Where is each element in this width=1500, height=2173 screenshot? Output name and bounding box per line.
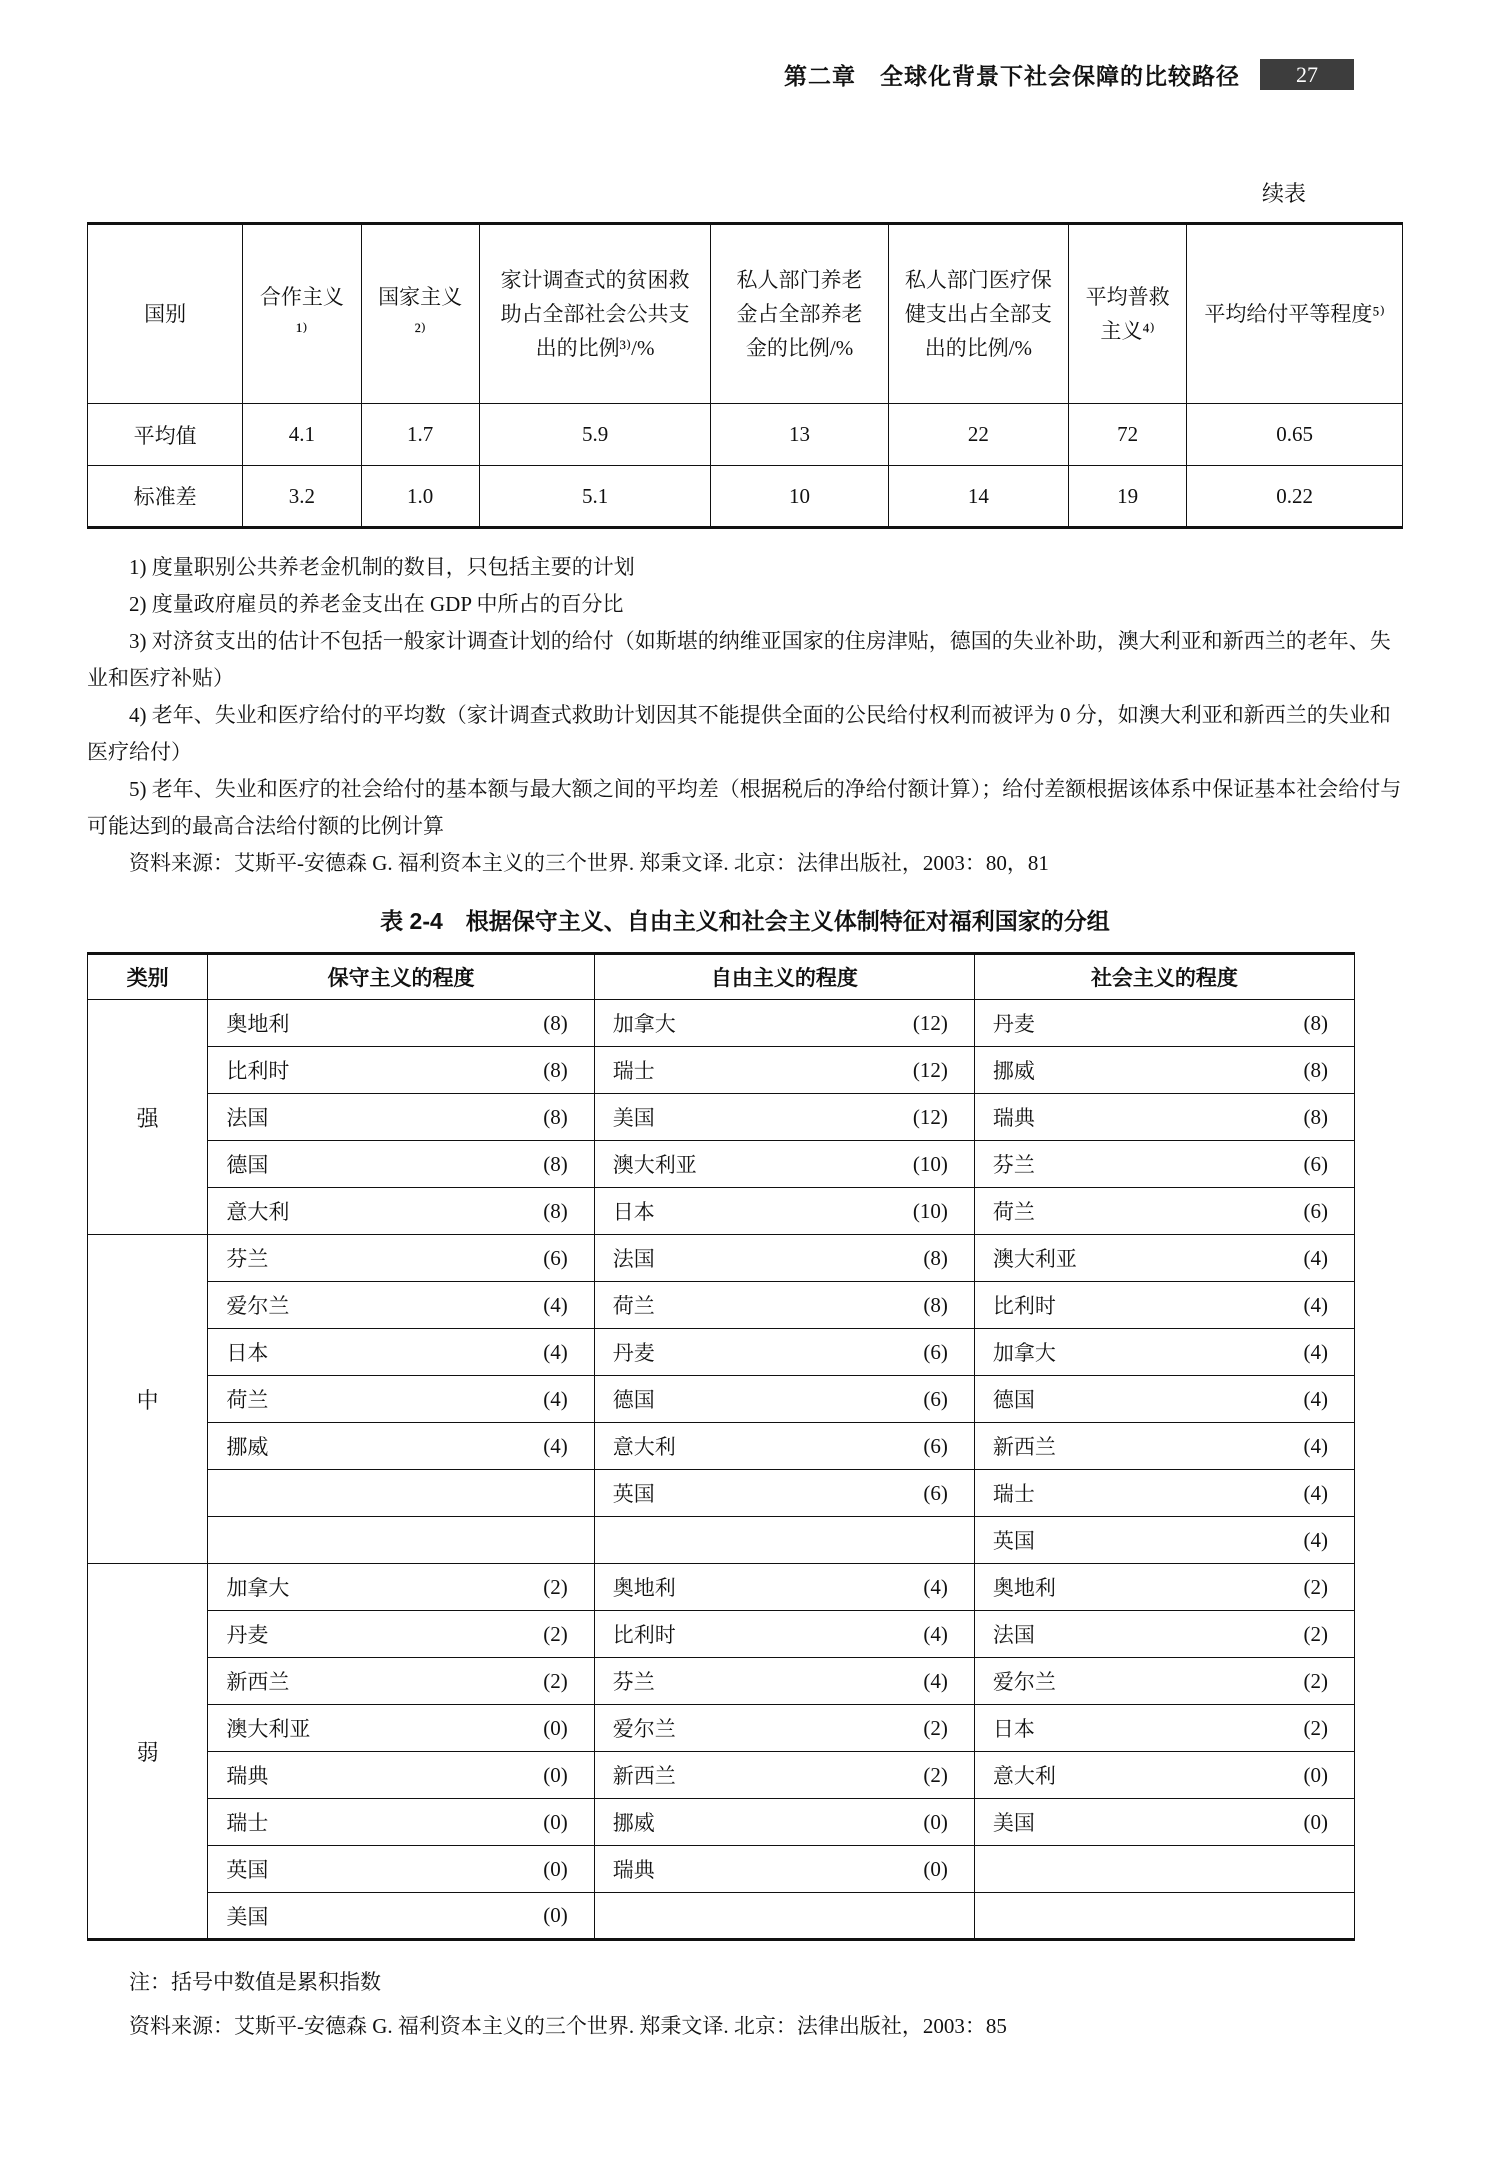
country-cell: [974, 1188, 1354, 1235]
stats-header-row: [88, 224, 1403, 404]
country-name: 比利时: [226, 1059, 290, 1083]
country-name: 意大利: [226, 1200, 290, 1224]
table-row: [88, 1282, 1355, 1329]
country-score: (2): [923, 1715, 948, 1740]
country-score: (4): [923, 1574, 948, 1599]
table-row: [88, 1752, 1355, 1799]
header-cell-etatism: 国家主义²⁾: [361, 224, 479, 404]
table-row: [88, 1000, 1355, 1047]
table-row: [88, 1705, 1355, 1752]
country-name: 瑞典: [612, 1858, 655, 1882]
country-score: (4): [1303, 1339, 1328, 1364]
country-name: 芬兰: [992, 1153, 1035, 1177]
country-name: 意大利: [612, 1435, 676, 1459]
country-cell: [594, 1141, 974, 1188]
country-score: (8): [1303, 1057, 1328, 1082]
category-cell-weak: 弱: [88, 1564, 208, 1940]
country-cell: [208, 1893, 594, 1940]
value-cell: 10: [711, 466, 889, 528]
footnote-4: 4) 老年、失业和医疗给付的平均数（家计调查式救助计划因其不能提供全面的公民给付权利而被评为 0 分，如澳大利亚和新西兰的失业和医疗给付）: [87, 703, 1391, 764]
value-cell: 14: [888, 466, 1068, 528]
footnote-5: 5) 老年、失业和医疗的社会给付的基本额与最大额之间的平均差（根据税后的净给付额计算）；给付差额根据该体系中保证基本社会给付与可能达到的最高合法给付额的比例计算: [87, 777, 1402, 838]
country-score: (4): [923, 1621, 948, 1646]
country-name: 瑞典: [226, 1764, 269, 1788]
header-cell-private-health: 私人部门医疗保健支出占全部支出的比例/%: [888, 224, 1068, 404]
country-score: (4): [923, 1668, 948, 1693]
country-score: (0): [543, 1903, 568, 1927]
country-cell: [208, 1611, 594, 1658]
country-cell: [594, 1047, 974, 1094]
country-name: 澳大利亚: [612, 1153, 697, 1177]
table1-source: 资料来源：艾斯平-安德森 G. 福利资本主义的三个世界. 郑秉文译. 北京：法律出版社，2003：80，81: [129, 851, 1049, 875]
value-cell: 5.9: [479, 404, 710, 466]
country-score: (12): [912, 1104, 948, 1129]
country-cell: [208, 1752, 594, 1799]
value-cell: 4.1: [243, 404, 361, 466]
country-name: 加拿大: [226, 1576, 290, 1600]
country-cell: [208, 1047, 594, 1094]
country-name: 奥地利: [992, 1576, 1056, 1600]
country-score: (8): [1303, 1010, 1328, 1035]
country-cell: [974, 1470, 1354, 1517]
country-cell: [208, 1000, 594, 1047]
country-cell: [974, 1423, 1354, 1470]
table-row: [88, 1658, 1355, 1705]
country-score: (4): [543, 1292, 568, 1317]
country-cell: [208, 1470, 594, 1517]
country-cell: [974, 1564, 1354, 1611]
country-score: (0): [923, 1809, 948, 1834]
country-name: 丹麦: [992, 1012, 1035, 1036]
country-cell: [208, 1282, 594, 1329]
country-name: 挪威: [226, 1435, 269, 1459]
country-name: 澳大利亚: [992, 1247, 1077, 1271]
country-name: 美国: [992, 1811, 1035, 1835]
table-row: [88, 1188, 1355, 1235]
country-name: 英国: [992, 1529, 1035, 1553]
country-name: 荷兰: [226, 1388, 269, 1412]
country-name: 瑞士: [226, 1811, 269, 1835]
country-name: 美国: [226, 1904, 269, 1929]
table-row: [88, 1376, 1355, 1423]
country-cell: [594, 1000, 974, 1047]
country-cell: [974, 1282, 1354, 1329]
category-cell-strong: 强: [88, 1000, 208, 1235]
country-name: 奥地利: [226, 1012, 290, 1036]
country-score: (4): [1303, 1292, 1328, 1317]
country-name: 日本: [992, 1717, 1035, 1741]
continued-stats-table: [87, 222, 1403, 529]
header-cell-universalism: 平均普救主义⁴⁾: [1068, 224, 1186, 404]
country-cell: [208, 1705, 594, 1752]
country-cell: [208, 1658, 594, 1705]
country-score: (8): [543, 1057, 568, 1082]
country-name: 德国: [612, 1388, 655, 1412]
country-name: 芬兰: [612, 1670, 655, 1694]
country-score: (2): [1303, 1715, 1328, 1740]
country-name: 英国: [612, 1482, 655, 1506]
continued-table-label: 续表: [1261, 181, 1306, 206]
country-cell: [594, 1376, 974, 1423]
footnote-3: 3) 对济贫支出的估计不包括一般家计调查计划的给付（如斯堪的纳维亚国家的住房津贴，德国的失业补助，澳大利亚和新西兰的老年、失业和医疗补贴）: [87, 629, 1391, 690]
country-name: 瑞士: [992, 1482, 1035, 1506]
country-name: 美国: [612, 1106, 655, 1130]
country-name: 瑞典: [992, 1106, 1035, 1130]
header-cell-liberalism: 自由主义的程度: [594, 954, 974, 1000]
country-cell: [974, 1705, 1354, 1752]
country-name: 比利时: [992, 1294, 1056, 1318]
value-cell: 1.7: [361, 404, 479, 466]
country-cell: [594, 1235, 974, 1282]
page-number-badge: 27: [1260, 59, 1354, 90]
country-cell: [208, 1094, 594, 1141]
table-row: [88, 1564, 1355, 1611]
country-cell: [594, 1893, 974, 1940]
country-name: 奥地利: [612, 1576, 676, 1600]
country-cell: [208, 1423, 594, 1470]
country-cell: [208, 1188, 594, 1235]
country-name: 日本: [612, 1200, 655, 1224]
value-cell: 72: [1068, 404, 1186, 466]
grouping-header-row: [88, 954, 1355, 1000]
country-name: 法国: [226, 1106, 269, 1130]
table2-source: 资料来源：艾斯平-安德森 G. 福利资本主义的三个世界. 郑秉文译. 北京：法律出版社，2003：85: [129, 2014, 1007, 2038]
stats-row-mean: [88, 404, 1403, 466]
country-name: 法国: [992, 1623, 1035, 1647]
country-name: 新西兰: [226, 1670, 290, 1694]
country-cell: [594, 1329, 974, 1376]
header-cell-corporatism: 合作主义¹⁾: [243, 224, 361, 404]
country-score: (0): [543, 1809, 568, 1834]
country-cell: [974, 1846, 1354, 1893]
country-score: (6): [923, 1339, 948, 1364]
header-cell-category: 类别: [88, 954, 208, 1000]
country-cell: [594, 1752, 974, 1799]
table-row: [88, 1799, 1355, 1846]
header-cell-conservatism: 保守主义的程度: [208, 954, 594, 1000]
value-cell: 0.22: [1187, 466, 1403, 528]
country-name: 爱尔兰: [992, 1670, 1056, 1694]
row-label: 标准差: [88, 466, 243, 528]
country-name: 挪威: [992, 1059, 1035, 1083]
country-score: (6): [923, 1433, 948, 1458]
page-header: [87, 58, 1354, 91]
country-score: (2): [1303, 1668, 1328, 1693]
country-score: (4): [543, 1339, 568, 1364]
country-score: (8): [923, 1245, 948, 1270]
country-cell: [974, 1094, 1354, 1141]
country-score: (6): [543, 1245, 568, 1270]
country-score: (4): [1303, 1433, 1328, 1458]
country-cell: [594, 1094, 974, 1141]
country-score: (8): [923, 1292, 948, 1317]
country-cell: [974, 1047, 1354, 1094]
country-cell: [594, 1846, 974, 1893]
country-name: 法国: [612, 1247, 655, 1271]
header-cell-socialism: 社会主义的程度: [974, 954, 1354, 1000]
country-score: (2): [543, 1621, 568, 1646]
country-score: (8): [1303, 1104, 1328, 1129]
country-name: 德国: [992, 1388, 1035, 1412]
country-score: (2): [1303, 1621, 1328, 1646]
country-cell: [974, 1658, 1354, 1705]
country-name: 澳大利亚: [226, 1717, 311, 1741]
country-name: 荷兰: [612, 1294, 655, 1318]
country-name: 加拿大: [612, 1012, 676, 1036]
country-score: (6): [923, 1480, 948, 1505]
table-row: [88, 1235, 1355, 1282]
country-score: (0): [1303, 1762, 1328, 1787]
country-cell: [208, 1564, 594, 1611]
value-cell: 13: [711, 404, 889, 466]
country-cell: [974, 1799, 1354, 1846]
header-cell-benefit-equality: 平均给付平等程度⁵⁾: [1187, 224, 1403, 404]
header-cell-means-tested: 家计调查式的贫困救助占全部社会公共支出的比例³⁾/%: [479, 224, 710, 404]
country-name: 比利时: [612, 1623, 676, 1647]
country-cell: [594, 1799, 974, 1846]
country-score: (2): [1303, 1574, 1328, 1599]
header-cell-country: 国别: [88, 224, 243, 404]
footnotes-block: [87, 549, 1403, 882]
table-row: [88, 1094, 1355, 1141]
country-name: 新西兰: [992, 1435, 1056, 1459]
country-score: (4): [543, 1433, 568, 1458]
country-cell: [208, 1141, 594, 1188]
country-score: (0): [1303, 1809, 1328, 1834]
country-name: 德国: [226, 1153, 269, 1177]
country-score: (12): [912, 1057, 948, 1082]
country-score: (0): [543, 1856, 568, 1881]
country-cell: [594, 1658, 974, 1705]
country-score: (8): [543, 1198, 568, 1223]
table-note: 注：括号中数值是累积指数: [129, 1970, 381, 1994]
country-score: (4): [1303, 1527, 1328, 1552]
country-cell: [974, 1000, 1354, 1047]
country-score: (0): [923, 1856, 948, 1881]
country-score: (2): [543, 1574, 568, 1599]
country-score: (8): [543, 1104, 568, 1129]
table-row: [88, 1893, 1355, 1940]
country-cell: [974, 1752, 1354, 1799]
country-name: 芬兰: [226, 1247, 269, 1271]
table-row: [88, 1141, 1355, 1188]
country-name: 瑞士: [612, 1059, 655, 1083]
country-score: (4): [543, 1386, 568, 1411]
country-cell: [974, 1611, 1354, 1658]
country-cell: [594, 1564, 974, 1611]
country-cell: [974, 1893, 1354, 1940]
country-cell: [974, 1141, 1354, 1188]
value-cell: 22: [888, 404, 1068, 466]
country-name: 爱尔兰: [612, 1717, 676, 1741]
country-cell: [594, 1470, 974, 1517]
country-score: (10): [912, 1198, 948, 1223]
table-row: [88, 1517, 1355, 1564]
country-score: (12): [912, 1010, 948, 1035]
table-row: [88, 1047, 1355, 1094]
country-name: 意大利: [992, 1764, 1056, 1788]
country-cell: [208, 1329, 594, 1376]
country-score: (4): [1303, 1245, 1328, 1270]
value-cell: 1.0: [361, 466, 479, 528]
country-score: (4): [1303, 1386, 1328, 1411]
header-cell-private-pension: 私人部门养老金占全部养老金的比例/%: [711, 224, 889, 404]
country-score: (6): [1303, 1151, 1328, 1176]
chapter-title: 第二章 全球化背景下社会保障的比较路径: [784, 63, 1240, 89]
country-name: 日本: [226, 1341, 269, 1365]
welfare-grouping-table: [87, 952, 1355, 1941]
country-name: 加拿大: [992, 1341, 1056, 1365]
country-cell: [208, 1799, 594, 1846]
country-cell: [974, 1329, 1354, 1376]
country-cell: [974, 1517, 1354, 1564]
table-row: [88, 1329, 1355, 1376]
value-cell: 19: [1068, 466, 1186, 528]
table-row: [88, 1846, 1355, 1893]
country-name: 新西兰: [612, 1764, 676, 1788]
country-score: (4): [1303, 1480, 1328, 1505]
country-cell: [208, 1235, 594, 1282]
table-row: [88, 1470, 1355, 1517]
value-cell: 0.65: [1187, 404, 1403, 466]
country-name: 爱尔兰: [226, 1294, 290, 1318]
footnote-1: 1) 度量职别公共养老金机制的数目，只包括主要的计划: [129, 555, 635, 579]
country-name: 丹麦: [612, 1341, 655, 1365]
row-label: 平均值: [88, 404, 243, 466]
country-name: 挪威: [612, 1811, 655, 1835]
country-score: (10): [912, 1151, 948, 1176]
country-cell: [594, 1517, 974, 1564]
country-score: (0): [543, 1762, 568, 1787]
country-cell: [594, 1705, 974, 1752]
table-row: [88, 1611, 1355, 1658]
country-score: (2): [923, 1762, 948, 1787]
country-cell: [208, 1846, 594, 1893]
country-score: (8): [543, 1010, 568, 1035]
table-2-4-title: 表 2-4 根据保守主义、自由主义和社会主义体制特征对福利国家的分组: [380, 908, 1110, 934]
value-cell: 3.2: [243, 466, 361, 528]
stats-row-stddev: [88, 466, 1403, 528]
country-score: (0): [543, 1715, 568, 1740]
category-cell-medium: 中: [88, 1235, 208, 1564]
country-score: (6): [923, 1386, 948, 1411]
country-cell: [594, 1611, 974, 1658]
country-cell: [974, 1235, 1354, 1282]
footnote-2: 2) 度量政府雇员的养老金支出在 GDP 中所占的百分比: [129, 592, 624, 616]
table-row: [88, 1423, 1355, 1470]
value-cell: 5.1: [479, 466, 710, 528]
country-cell: [594, 1282, 974, 1329]
country-cell: [974, 1376, 1354, 1423]
country-cell: [208, 1376, 594, 1423]
country-cell: [594, 1188, 974, 1235]
country-name: 荷兰: [992, 1200, 1035, 1224]
country-name: 英国: [226, 1858, 269, 1882]
country-cell: [208, 1517, 594, 1564]
country-score: (2): [543, 1668, 568, 1693]
country-score: (8): [543, 1151, 568, 1176]
country-name: 丹麦: [226, 1623, 269, 1647]
country-cell: [594, 1423, 974, 1470]
country-score: (6): [1303, 1198, 1328, 1223]
